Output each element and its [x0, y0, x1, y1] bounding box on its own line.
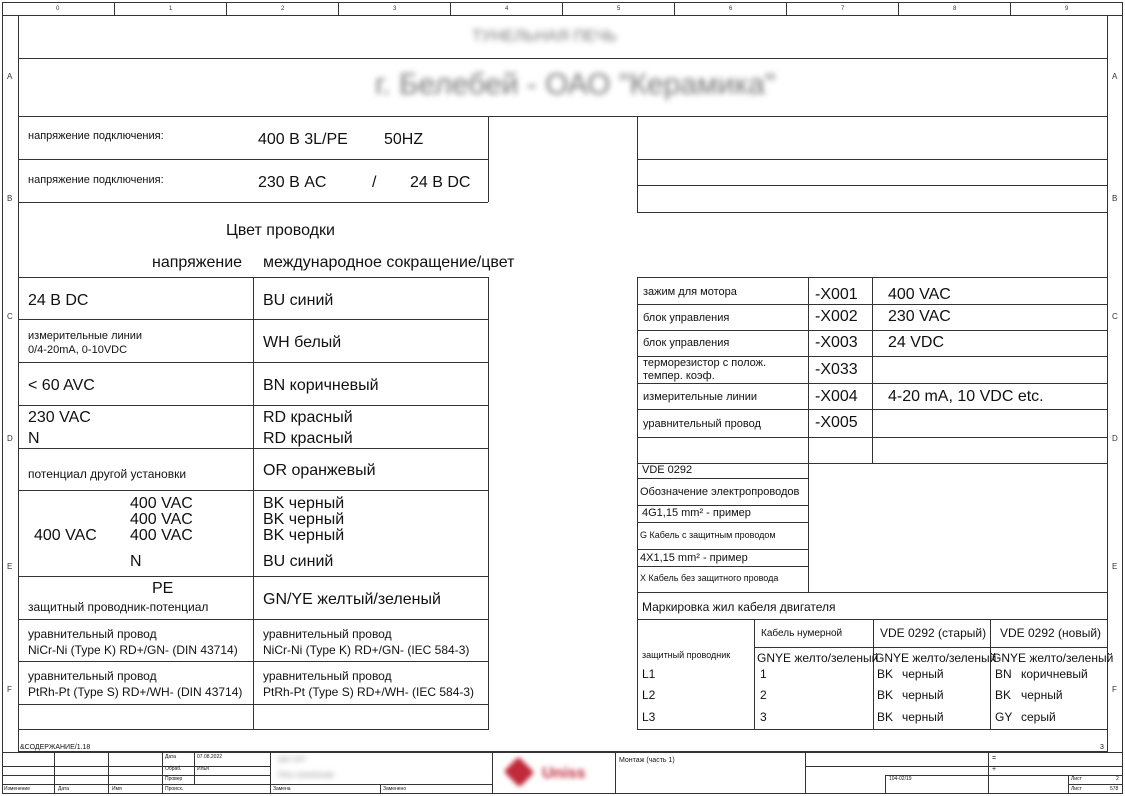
wiring-r6-right-1: BK черный	[263, 495, 345, 512]
motor-row-1-new-color: коричневый	[1021, 667, 1088, 681]
motor-row-3-new-color: серый	[1021, 710, 1056, 724]
wiring-r6-right-2: BK черный	[263, 511, 345, 528]
motor-row-2-line: L2	[642, 688, 656, 702]
ruler-col-7: 7	[841, 6, 845, 12]
wiring-r6-sub-1: 400 VAC	[130, 495, 193, 512]
wiring-r8-right-a: уравнительный провод	[263, 627, 392, 641]
voltage-label-2: напряжение подключения:	[28, 174, 164, 186]
footer-date-label: Дата	[165, 754, 177, 760]
vde-example-1-desc: G Кабель с защитным проводом	[640, 530, 776, 540]
footer-plus: +	[992, 766, 997, 773]
wiring-r9-right-b: PtRh-Pt (Type S) RD+/WH- (IEC 584-3)	[263, 685, 475, 699]
ruler-col-6: 6	[729, 6, 733, 12]
wiring-r6-sub-3: 400 VAC	[130, 527, 193, 544]
wiring-col-voltage: напряжение	[152, 254, 243, 271]
terminal-4-code: -X033	[815, 361, 858, 378]
motor-row-3-new-code: GY	[995, 710, 1013, 724]
motor-row-1-num: 1	[760, 667, 767, 681]
motor-row-2-num: 2	[760, 688, 767, 702]
terminal-3-desc: блок управления	[643, 337, 730, 349]
motor-pe-numbered: GNYE желто/зеленый	[757, 651, 879, 665]
ruler-col-1: 1	[169, 6, 173, 12]
wiring-r8-left-b: NiCr-Ni (Type K) RD+/GN- (DIN 43714)	[28, 643, 238, 657]
vde-heading: Обозначение электропроводов	[640, 486, 800, 498]
motor-row-2-old-code: BK	[877, 688, 894, 702]
terminal-1-value: 400 VAC	[888, 286, 951, 303]
footer-zamena-label: Замена	[273, 786, 291, 792]
footer-proiskh-label: Происх.	[165, 786, 184, 792]
company-logo	[498, 754, 610, 792]
ruler-col-9: 9	[1065, 6, 1069, 12]
terminal-6-code: -X005	[815, 414, 858, 431]
footer-docnum: 104-02/19	[889, 776, 912, 782]
terminal-2-value: 230 VAC	[888, 308, 951, 325]
wiring-r3-right: BN коричневый	[263, 377, 379, 394]
footer-obrab-value: Илья	[197, 766, 209, 772]
footer-list2-label: Лист	[1071, 786, 1082, 792]
logo-badge-icon	[504, 757, 535, 788]
footer-zameneno-label: Заменено	[383, 786, 407, 792]
wiring-r2-left-a: измерительные линии	[28, 330, 143, 342]
motor-pe-new: GNYE желто/зеленый	[992, 651, 1114, 665]
motor-header-numbered: Кабель нумерной	[761, 628, 843, 639]
motor-row-3-old-color: черный	[902, 710, 944, 724]
motor-row-3-num: 3	[760, 710, 767, 724]
wiring-r9-left-b: PtRh-Pt (Type S) RD+/WH- (DIN 43714)	[28, 685, 243, 699]
wiring-r5-left: потенциал другой установки	[28, 467, 187, 481]
wiring-r4-right-b: RD красный	[263, 430, 353, 447]
page-corner-number: 3	[1100, 744, 1104, 751]
motor-row-2-new-color: черный	[1021, 688, 1063, 702]
motor-pe-label: защитный проводник	[642, 650, 731, 660]
motor-row-1-old-color: черный	[902, 667, 944, 681]
wiring-r1-left: 24 В DC	[28, 292, 89, 309]
motor-row-2-new-code: BK	[995, 688, 1012, 702]
wiring-r8-left-a: уравнительный провод	[28, 627, 157, 641]
terminal-5-value: 4-20 mA, 10 VDC etc.	[888, 388, 1044, 405]
terminal-1-code: -X001	[815, 286, 858, 303]
footer-ref: &СОДЕРЖАНИЕ/1.18	[20, 744, 91, 751]
motor-header-new: VDE 0292 (новый)	[1000, 626, 1102, 640]
wiring-title: Цвет проводки	[226, 222, 335, 239]
motor-header-old: VDE 0292 (старый)	[880, 626, 987, 640]
footer-prover-label: Провер	[165, 776, 183, 782]
footer-obrab-label: Обраб.	[165, 766, 182, 772]
voltage-freq: 50HZ	[384, 131, 424, 148]
ruler-col-8: 8	[953, 6, 957, 12]
wiring-r6-right-3: BK черный	[263, 527, 345, 544]
wiring-r8-right-b: NiCr-Ni (Type K) RD+/GN- (IEC 584-3)	[263, 643, 470, 657]
motor-row-1-new-code: BN	[995, 667, 1012, 681]
wiring-r7-left-b: защитный проводник-потенциал	[28, 600, 209, 614]
terminal-3-code: -X003	[815, 334, 858, 351]
wiring-r5-right: OR оранжевый	[263, 462, 376, 479]
title-line-1: ТУНЕЛЬНАЯ ПЕЧЬ	[472, 28, 617, 45]
wiring-r7-right: GN/YE желтый/зеленый	[263, 591, 441, 608]
wiring-r2-right: WH белый	[263, 334, 342, 351]
wiring-r9-left-a: уравнительный провод	[28, 669, 157, 683]
motor-row-2-old-color: черный	[902, 688, 944, 702]
wiring-r1-right: BU синий	[263, 292, 334, 309]
terminal-5-code: -X004	[815, 388, 858, 405]
vde-example-1: 4G1,15 mm² - пример	[642, 507, 751, 519]
terminal-2-code: -X002	[815, 308, 858, 325]
motor-row-3-old-code: BK	[877, 710, 894, 724]
wiring-r4-left-b: N	[28, 430, 40, 447]
footer-list-label: Лист	[1071, 776, 1082, 782]
footer-list2-value: 578	[1110, 786, 1119, 792]
terminal-3-value: 24 VDC	[888, 334, 945, 351]
wiring-r7-left-a: PE	[152, 580, 174, 597]
ruler-col-2: 2	[281, 6, 285, 12]
ruler-col-4: 4	[505, 6, 509, 12]
footer-montazh: Монтаж (часть 1)	[619, 757, 675, 764]
footer-list-value: 2	[1116, 776, 1119, 782]
vde-example-2-desc: X Кабель без защитного провода	[640, 573, 779, 583]
terminal-1-desc: зажим для мотора	[643, 286, 737, 298]
motor-title: Маркировка жил кабеля двигателя	[642, 600, 836, 614]
wiring-r6-n: N	[130, 553, 142, 570]
ruler-col-3: 3	[393, 6, 397, 12]
terminal-2-desc: блок управления	[643, 312, 730, 324]
footer-eq: =	[992, 755, 997, 762]
terminal-4-desc-b: темпер. коэф.	[643, 370, 715, 382]
terminal-4-desc-a: терморезистор с полож.	[643, 357, 767, 369]
footer-izm-label: Изменение	[4, 786, 30, 792]
wiring-col-code: международное сокращение/цвет	[263, 254, 515, 271]
ruler-col-5: 5	[617, 6, 621, 12]
vde-standard: VDE 0292	[642, 464, 693, 476]
voltage-value-3: 24 В DC	[410, 174, 471, 191]
wiring-r9-right-a: уравнительный провод	[263, 669, 392, 683]
motor-row-1-old-code: BK	[877, 667, 894, 681]
title-line-2: г. Белебей - ОАО "Керамика"	[375, 68, 776, 101]
ruler-col-0: 0	[56, 6, 60, 12]
wiring-r6-right-4: BU синий	[263, 553, 334, 570]
motor-row-3-line: L3	[642, 710, 656, 724]
wiring-r3-left: < 60 AVC	[28, 377, 95, 394]
terminal-6-desc: уравнительный провод	[643, 418, 761, 430]
wiring-r2-left-b: 0/4-20mA, 0-10VDC	[28, 344, 128, 356]
wiring-r4-left-a: 230 VAC	[28, 409, 91, 426]
voltage-value-2: 230 В AC	[258, 174, 327, 191]
footer-blurred-a: Цех-13/7	[278, 756, 307, 763]
voltage-separator: /	[372, 174, 377, 191]
wiring-r6-sub-2: 400 VAC	[130, 511, 193, 528]
footer-date-value: 07.08.2022	[197, 754, 223, 760]
terminal-5-desc: измерительные линии	[643, 391, 758, 403]
footer-data-label: Дата	[58, 786, 70, 792]
motor-row-1-line: L1	[642, 667, 656, 681]
footer-blurred-b: Печь туннельная	[278, 772, 334, 779]
logo-text: Uniss	[542, 765, 586, 782]
voltage-label-1: напряжение подключения:	[28, 130, 164, 142]
motor-pe-old: GNYE желто/зеленый	[875, 651, 997, 665]
vde-example-2: 4X1,15 mm² - пример	[640, 552, 748, 564]
voltage-value-1: 400 В 3L/PE	[258, 131, 348, 148]
footer-imya-label: Имя	[112, 786, 122, 792]
wiring-r4-right-a: RD красный	[263, 409, 353, 426]
wiring-r6-main: 400 VAC	[34, 527, 97, 544]
